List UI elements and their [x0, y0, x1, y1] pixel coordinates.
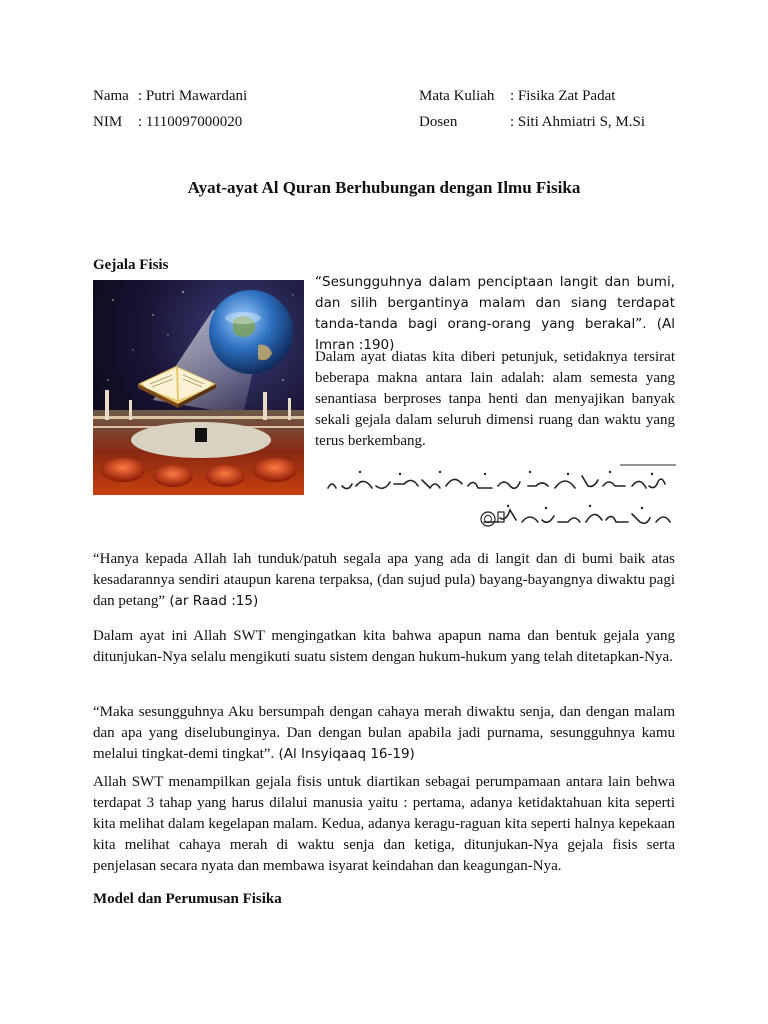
quote-al-insyiqaaq-text: “Maka sesungguhnya Aku bersumpah dengan cahaya merah diwaktu senja, dan dengan malam dan apa yang diselubunginya. Dan dengan bulan apabila jadi purnama, sesungguhnya kamu melalui tingkat-demi tingkat”. [93, 704, 675, 762]
quote-ar-raad-text: “Hanya kepada Allah lah tunduk/patuh segala apa yang ada di langit dan di bumi baik atas kesadarannya sendiri ataupun karena terpaksa, (dan sujud pula) bayang-bayangnya diwaktu pagi dan petang” [93, 551, 675, 609]
quote-ar-raad [93, 549, 675, 612]
dosen-label: Dosen [419, 114, 458, 130]
paragraph-2: Dalam ayat ini Allah SWT mengingatkan kita bahwa apapun nama dan bentuk gejala yang ditunjukan-Nya selalu mengikuti suatu sistem dengan hukum-hukum yang telah ditetapkan-Nya. [93, 628, 675, 665]
section-heading-gejala: Gejala Fisis [93, 257, 169, 273]
matkul-label: Mata Kuliah [419, 88, 495, 104]
nim-value: : 1110097000020 [138, 114, 243, 130]
quote-al-insyiqaaq-ref: (Al Insyiqaaq 16-19) [274, 746, 415, 762]
page-title: Ayat-ayat Al Quran Berhubungan dengan Ilmu Fisika [187, 178, 581, 197]
nama-value: : Putri Mawardani [138, 88, 248, 104]
quote-al-insyiqaaq [93, 702, 675, 765]
nama-label: Nama [93, 88, 129, 104]
arabic-verse-image [320, 462, 676, 534]
quote-al-imran [315, 272, 675, 356]
paragraph-1: Dalam ayat diatas kita diberi petunjuk, setidaknya tersirat beberapa makna antara lain adalah: alam semesta yang senantiasa berproses tanpa henti dan menyajikan banyak sekali gejala dalam seluruh dimensi ruang dan waktu yang terus berkembang. [315, 349, 675, 449]
dosen-value: : Siti Ahmiatri S, M.Si [510, 114, 646, 130]
quote-ar-raad-ref: (ar Raad :15) [165, 593, 259, 609]
quote-al-imran-text: “Sesungguhnya dalam penciptaan langit dan bumi, dan silih bergantinya malam dan siang terdapat tanda-tanda bagi orang-orang yang berakal”. [315, 274, 675, 332]
paragraph-3: Allah SWT menampilkan gejala fisis untuk diartikan sebagai perumpamaan antara lain behwa terdapat 3 tahap yang harus dilalui manusia yaitu : pertama, adanya ketidaktahuan kita seperti kita melihat dalam kegelapan malam. Kedua, adanya keragu-raguan kita seperti halnya kepekaan kita melihat cahaya merah di waktu senja dan ketiga, ditunjukan-Nya gejala fisis serta penjelasan secara nyata dan membawa isyarat keindahan dan keagungan-Nya. [93, 774, 675, 874]
section-heading-model: Model dan Perumusan Fisika [93, 891, 282, 907]
quote-al-imran-ref: (Al Imran :190) [315, 316, 676, 353]
quran-illustration-image [93, 280, 304, 495]
nim-label: NIM [93, 114, 123, 130]
matkul-value: : Fisika Zat Padat [510, 88, 616, 104]
